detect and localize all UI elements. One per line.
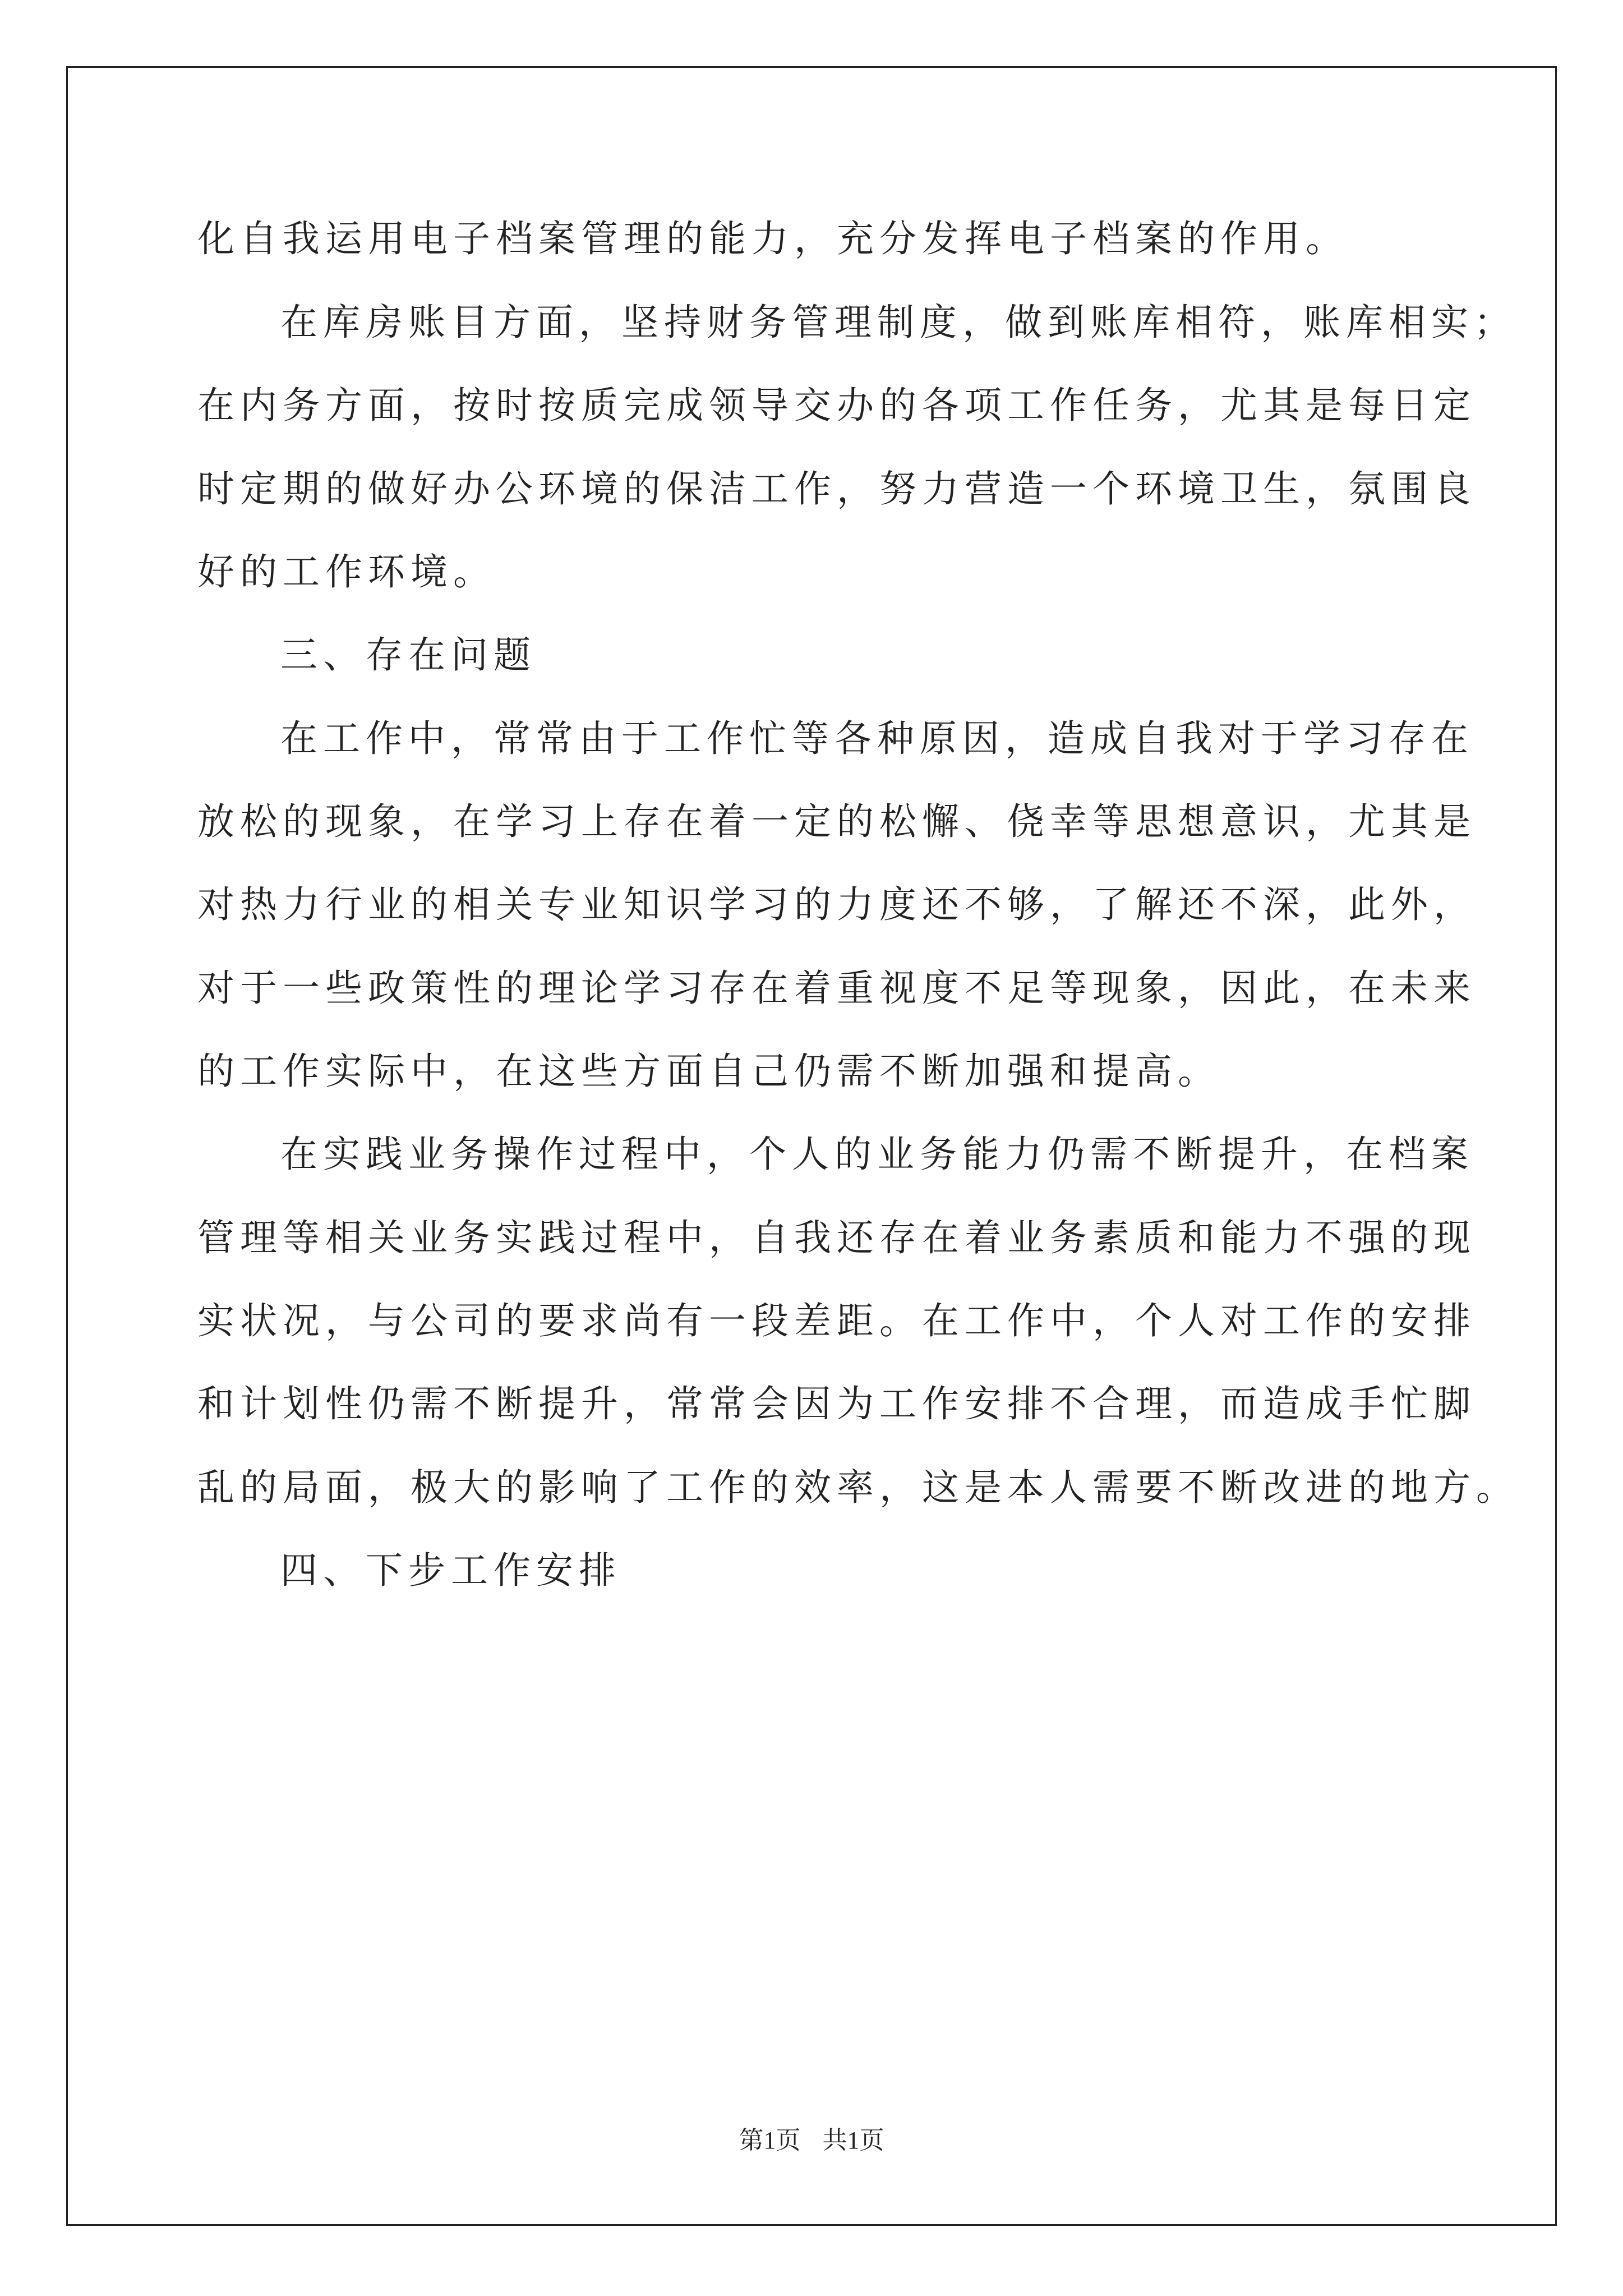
body-line: 管理等相关业务实践过程中，自我还存在着业务素质和能力不强的现 (197, 1216, 1476, 1259)
paragraph-line: 在库房账目方面，坚持财务管理制度，做到账库相符，账库相实； (280, 301, 1516, 344)
body-line: 和计划性仍需不断提升，常常会因为工作安排不合理，而造成手忙脚 (197, 1382, 1476, 1425)
body-line: 对热力行业的相关专业知识学习的力度还不够，了解还不深，此外， (197, 883, 1476, 926)
body-line: 的工作实际中，在这些方面自己仍需不断加强和提高。 (197, 1050, 1220, 1093)
paragraph-line: 在实践业务操作过程中，个人的业务能力仍需不断提升，在档案 (280, 1133, 1474, 1176)
body-line: 化自我运用电子档案管理的能力，充分发挥电子档案的作用。 (197, 217, 1348, 260)
paragraph-line: 在工作中，常常由于工作忙等各种原因，造成自我对于学习存在 (280, 717, 1474, 760)
body-line: 时定期的做好办公环境的保洁工作，努力营造一个环境卫生，氛围良 (197, 467, 1476, 510)
body-line: 乱的局面，极大的影响了工作的效率，这是本人需要不断改进的地方。 (197, 1466, 1519, 1509)
page-total: 共1页 (822, 2127, 884, 2154)
page-number: 第1页 (739, 2127, 801, 2154)
section-heading: 三、存在问题 (280, 633, 536, 677)
body-line: 实状况，与公司的要求尚有一段差距。在工作中，个人对工作的安排 (197, 1299, 1476, 1342)
body-line: 放松的现象，在学习上存在着一定的松懈、侥幸等思想意识，尤其是 (197, 800, 1476, 843)
body-line: 在内务方面，按时按质完成领导交办的各项工作任务，尤其是每日定 (197, 384, 1476, 427)
section-heading: 四、下步工作安排 (280, 1549, 621, 1592)
body-line: 好的工作环境。 (197, 550, 496, 593)
page-footer (0, 2125, 1623, 2156)
body-line: 对于一些政策性的理论学习存在着重视度不足等现象，因此，在未来 (197, 967, 1476, 1010)
